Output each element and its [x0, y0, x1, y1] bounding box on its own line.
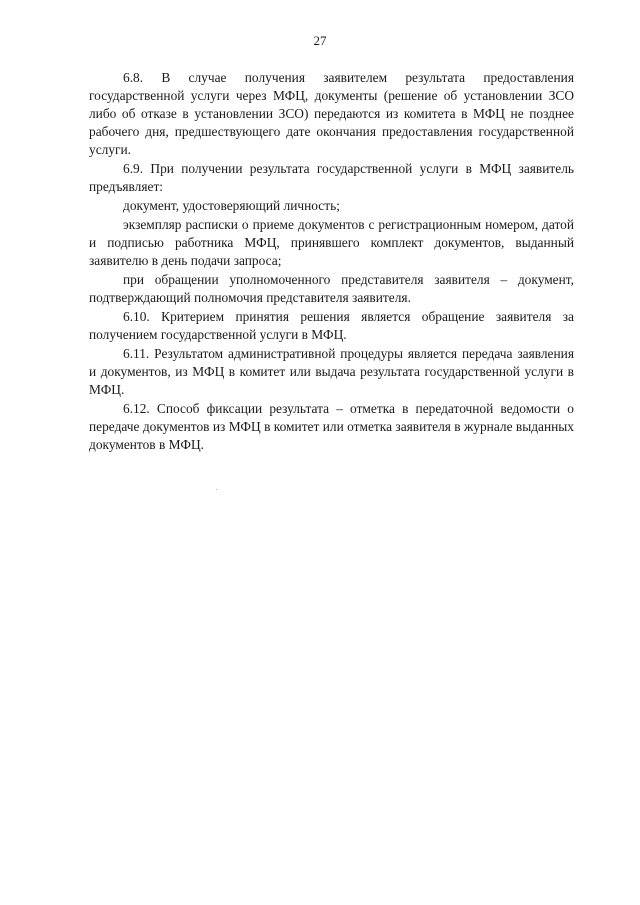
- paragraph-6-8: 6.8. В случае получения заявителем результата предоставления государственной услуги через МФЦ, документы (решение об установлении ЗСО либо об отказе в установлении ЗСО) передаются из комитета в МФЦ не позднее рабочего дня, предшествующего дате окончания предоставления государственной услуги.: [89, 70, 574, 157]
- paragraph-6-11: 6.11. Результатом административной процедуры является передача заявления и документов, из МФЦ в комитет или выдача результата государственной услуги в МФЦ.: [89, 346, 574, 397]
- list-item-identity-document: документ, удостоверяющий личность;: [123, 198, 340, 213]
- paragraph-6-9: 6.9. При получении результата государственной услуги в МФЦ заявитель предъявляет:: [89, 161, 574, 194]
- scan-speck: [216, 489, 217, 490]
- list-item-representative-document: при обращении уполномоченного представителя заявителя – документ, подтверждающий полномочия представителя заявителя.: [89, 272, 574, 305]
- paragraph-6-10: 6.10. Критерием принятия решения является обращение заявителя за получением государственной услуги в МФЦ.: [89, 309, 574, 342]
- paragraph-6-12: 6.12. Способ фиксации результата – отметка в передаточной ведомости о передаче документов из МФЦ в комитет или отметка заявителя в журнале выданных документов в МФЦ.: [89, 401, 574, 452]
- document-body: [89, 69, 574, 455]
- list-item-receipt-copy: экземпляр расписки о приеме документов с регистрационным номером, датой и подписью работника МФЦ, принявшего комплект документов, выданный заявителю в день подачи запроса;: [89, 217, 574, 268]
- page-number: 27: [313, 33, 327, 48]
